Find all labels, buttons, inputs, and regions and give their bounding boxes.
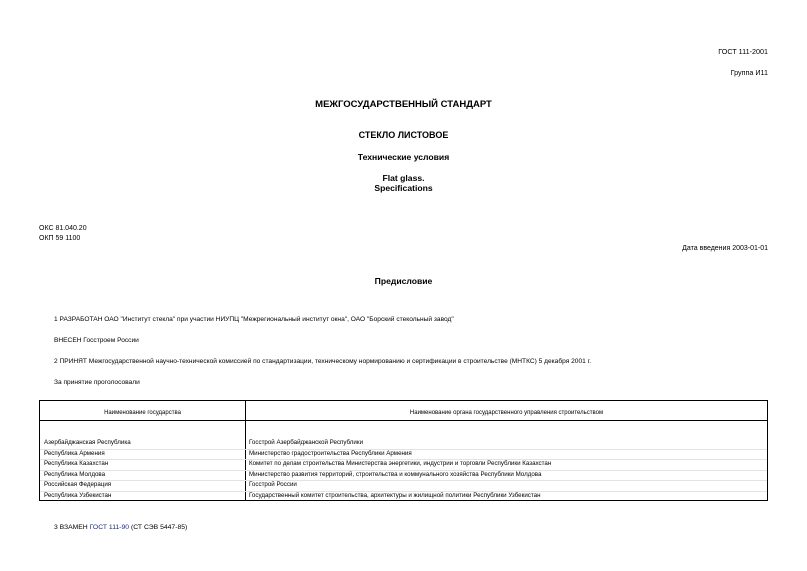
table-row	[40, 460, 767, 471]
replaced-prefix: 3 ВЗАМЕН	[54, 524, 90, 531]
document-title-en: Flat glass.	[382, 173, 425, 183]
table-row	[40, 439, 767, 450]
standard-type-heading: МЕЖГОСУДАРСТВЕННЫЙ СТАНДАРТ	[315, 99, 492, 110]
preface-adopted-paragraph: 2 ПРИНЯТ Межгосударственной научно-технической комиссией по стандартизации, техническому нормированию и сертификации в строительстве (МНТКС) 5 декабря 2001 г.	[54, 358, 592, 365]
table-cell-organ: Государственный комитет строительства, архитектуры и жилищной политики Республики Узбекистан	[249, 491, 541, 499]
table-row	[40, 471, 767, 482]
okp-code: ОКП 59 1100	[39, 235, 81, 242]
table-cell-organ: Комитет по делам строительства Министерства энергетики, индустрии и торговли Республики Казахстан	[249, 460, 552, 467]
table-cell-state: Российская Федерация	[44, 481, 112, 488]
replaced-standard-line	[54, 524, 187, 531]
document-subtitle-ru: Технические условия	[357, 152, 450, 162]
preface-submitted-paragraph: ВНЕСЕН Госстроем России	[54, 337, 139, 344]
table-row	[40, 481, 767, 492]
table-header-organ: Наименование органа государственного управления строительством	[409, 410, 604, 416]
table-header-state: Наименование государства	[104, 410, 181, 416]
table-cell-state: Республика Узбекистан	[44, 491, 112, 499]
replaced-suffix: (СТ СЭВ 5447-85)	[129, 524, 188, 531]
document-title-ru: СТЕКЛО ЛИСТОВОЕ	[358, 130, 449, 140]
header-divider	[40, 420, 767, 421]
document-subtitle-en: Specifications	[374, 183, 433, 193]
table-row	[40, 450, 767, 461]
table-row	[40, 492, 767, 503]
table-cell-organ: Госстрой Азербайджанской Республики	[249, 439, 364, 446]
preface-heading: Предисловие	[374, 276, 433, 286]
states-table	[39, 400, 768, 501]
preface-voted-paragraph: За принятие проголосовали	[54, 379, 140, 386]
table-cell-organ: Госстрой России	[249, 481, 297, 488]
table-cell-organ: Министерство градостроительства Республики Армения	[249, 449, 412, 457]
table-cell-state: Азербайджанская Республика	[44, 439, 131, 446]
table-cell-state: Республика Казахстан	[44, 460, 109, 467]
table-cell-organ: Министерство развития территорий, строительства и коммунального хозяйства Республики Молдова	[249, 470, 542, 478]
table-cell-state: Республика Молдова	[44, 470, 106, 478]
introduction-date: Дата введения 2003-01-01	[682, 245, 768, 252]
document-code: ГОСТ 111-2001	[718, 47, 768, 56]
replaced-standard-link[interactable]: ГОСТ 111-90	[89, 524, 130, 531]
preface-developed-paragraph: 1 РАЗРАБОТАН ОАО "Институт стекла" при участии НИУПЦ "Межрегиональный институт окна", ОАО "Борский стекольный завод"	[54, 316, 454, 323]
table-cell-state: Республика Армения	[44, 449, 105, 457]
document-group: Группа И11	[730, 68, 768, 77]
oks-code: ОКС 81.040.20	[39, 225, 87, 232]
